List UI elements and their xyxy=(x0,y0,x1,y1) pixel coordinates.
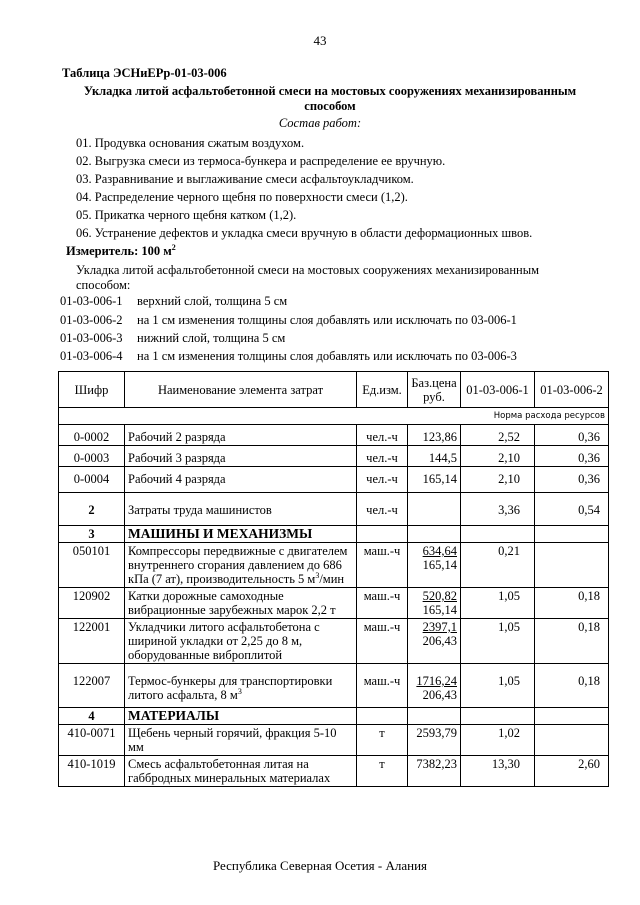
cell-price: 7382,23 xyxy=(408,756,461,787)
work-item: 04. Распределение черного щебня по поверхности смеси (1,2). xyxy=(76,190,408,204)
cell-name: Катки дорожные самоходные вибрационные зарубежных марок 2,2 т xyxy=(125,588,357,619)
table-row xyxy=(59,619,609,664)
cell-code: 2 xyxy=(59,493,125,526)
cell-unit: маш.-ч xyxy=(357,588,408,619)
cell-price xyxy=(408,708,461,725)
cell-v1: 3,36 xyxy=(461,493,535,526)
table-row xyxy=(59,425,609,446)
cell-v1: 0,21 xyxy=(461,543,535,588)
cell-unit xyxy=(357,708,408,725)
cell-unit: чел.-ч xyxy=(357,467,408,493)
cell-v1: 1,05 xyxy=(461,619,535,664)
cell-v1: 2,10 xyxy=(461,446,535,467)
intro-text: Укладка литой асфальтобетонной смеси на мостовых сооружениях механизированным способом: xyxy=(76,263,540,292)
cell-unit: т xyxy=(357,725,408,756)
table-row-group-3 xyxy=(59,526,609,543)
cell-unit: чел.-ч xyxy=(357,425,408,446)
measure-unit: Измеритель: 100 $м^2$ xyxy=(66,242,176,258)
table-row xyxy=(59,467,609,493)
cell-v2 xyxy=(535,725,609,756)
cell-price xyxy=(408,526,461,543)
cell-code: 410-1019 xyxy=(59,756,125,787)
header-code: Шифр xyxy=(59,372,125,408)
cell-price xyxy=(408,493,461,526)
resource-table xyxy=(58,371,609,787)
table-row xyxy=(59,543,609,588)
cell-v2: 0,54 xyxy=(535,493,609,526)
cell-name: Рабочий 3 разряда xyxy=(125,446,357,467)
cell-unit: маш.-ч xyxy=(357,664,408,708)
section-title: Укладка литой асфальтобетонной смеси на мостовых сооружениях механизированным способом xyxy=(83,84,577,113)
cell-v1: 1,05 xyxy=(461,664,535,708)
norm-label-row xyxy=(59,408,609,425)
header-unit: Ед.изм. xyxy=(357,372,408,408)
cell-code: 4 xyxy=(59,708,125,725)
cell-code: 410-0071 xyxy=(59,725,125,756)
header-variant-1: 01-03-006-1 xyxy=(461,372,535,408)
cell-unit: чел.-ч xyxy=(357,493,408,526)
cell-name: Затраты труда машинистов xyxy=(125,493,357,526)
cell-v2: 0,18 xyxy=(535,588,609,619)
cell-v2: 0,36 xyxy=(535,425,609,446)
cell-code: 050101 xyxy=(59,543,125,588)
cell-price: 520,82 165,14 xyxy=(408,588,461,619)
variant-line: 01-03-006-1 верхний слой, толщина 5 см xyxy=(60,294,288,308)
cell-name: Термос-бункеры для транспортировки литого асфальта, 8 $м^3$ xyxy=(125,664,357,708)
work-item: 06. Устранение дефектов и укладка смеси вручную в области деформационных швов. xyxy=(76,226,533,240)
cell-price: 2593,79 xyxy=(408,725,461,756)
table-row xyxy=(59,756,609,787)
cell-unit: чел.-ч xyxy=(357,446,408,467)
cell-unit xyxy=(357,526,408,543)
cell-price: 2397,1 206,43 xyxy=(408,619,461,664)
variant-line: 01-03-006-4 на 1 см изменения толщины слоя добавлять или исключать по 03-006-3 xyxy=(60,349,517,363)
cell-v1: 2,52 xyxy=(461,425,535,446)
table-row xyxy=(59,588,609,619)
cell-name: Смесь асфальтобетонная литая на габбродных минеральных материалах xyxy=(125,756,357,787)
cell-name: Рабочий 2 разряда xyxy=(125,425,357,446)
page-footer: Республика Северная Осетия - Алания xyxy=(212,858,428,873)
cell-v1 xyxy=(461,526,535,543)
table-row-group-4 xyxy=(59,708,609,725)
cell-v2 xyxy=(535,543,609,588)
norm-label: Норма расхода ресурсов xyxy=(59,408,609,425)
cell-price: 165,14 xyxy=(408,467,461,493)
cell-v2 xyxy=(535,708,609,725)
cell-v1: 1,02 xyxy=(461,725,535,756)
cell-code: 122001 xyxy=(59,619,125,664)
cell-name: Рабочий 4 разряда xyxy=(125,467,357,493)
cell-price: 634,64 165,14 xyxy=(408,543,461,588)
variant-line: 01-03-006-3 нижний слой, толщина 5 см xyxy=(60,331,286,345)
cell-v1: 1,05 xyxy=(461,588,535,619)
cell-code: 0-0002 xyxy=(59,425,125,446)
header-name: Наименование элемента затрат xyxy=(125,372,357,408)
table-row-group-2 xyxy=(59,493,609,526)
cell-v2: 2,60 xyxy=(535,756,609,787)
cell-v2: 0,36 xyxy=(535,467,609,493)
cell-v2: 0,36 xyxy=(535,446,609,467)
page-number: 43 xyxy=(313,33,327,48)
table-row xyxy=(59,664,609,708)
cell-unit: маш.-ч xyxy=(357,543,408,588)
cell-price: 123,86 xyxy=(408,425,461,446)
table-header-row xyxy=(59,372,609,408)
work-item: 02. Выгрузка смеси из термоса-бункера и распределение ее вручную. xyxy=(76,154,446,168)
work-item: 01. Продувка основания сжатым воздухом. xyxy=(76,136,305,150)
table-row xyxy=(59,725,609,756)
group-title: МАШИНЫ И МЕХАНИЗМЫ xyxy=(125,526,357,543)
cell-unit: т xyxy=(357,756,408,787)
cell-v2: 0,18 xyxy=(535,664,609,708)
header-variant-2: 01-03-006-2 xyxy=(535,372,609,408)
cell-name: Щебень черный горячий, фракция 5-10 мм xyxy=(125,725,357,756)
work-item: 05. Прикатка черного щебня катком (1,2). xyxy=(76,208,297,222)
table-id: Таблица ЭСНиЕРр-01-03-006 xyxy=(62,66,227,80)
cell-v1: 13,30 xyxy=(461,756,535,787)
cell-v2: 0,18 xyxy=(535,619,609,664)
cell-name: Компрессоры передвижные с двигателем внутреннего сгорания давлением до 686 кПа (7 ат), производительность 5 $м^3$/мин xyxy=(125,543,357,588)
cell-code: 120902 xyxy=(59,588,125,619)
header-price: Баз.цена руб. xyxy=(408,372,461,408)
cell-unit: маш.-ч xyxy=(357,619,408,664)
cell-code: 0-0003 xyxy=(59,446,125,467)
variant-line: 01-03-006-2 на 1 см изменения толщины слоя добавлять или исключать по 03-006-1 xyxy=(60,313,517,327)
cell-code: 0-0004 xyxy=(59,467,125,493)
group-title: МАТЕРИАЛЫ xyxy=(125,708,357,725)
cell-code: 122007 xyxy=(59,664,125,708)
cell-v1: 2,10 xyxy=(461,467,535,493)
cell-price: 144,5 xyxy=(408,446,461,467)
cell-code: 3 xyxy=(59,526,125,543)
cell-price: 1716,24 206,43 xyxy=(408,664,461,708)
work-item: 03. Разравнивание и выглаживание смеси асфальтоукладчиком. xyxy=(76,172,414,186)
cell-v1 xyxy=(461,708,535,725)
table-row xyxy=(59,446,609,467)
cell-v2 xyxy=(535,526,609,543)
works-title: Состав работ: xyxy=(278,116,362,130)
cell-name: Укладчики литого асфальтобетона с шириной укладки от 2,25 до 8 м, оборудованные виброплитой xyxy=(125,619,357,664)
